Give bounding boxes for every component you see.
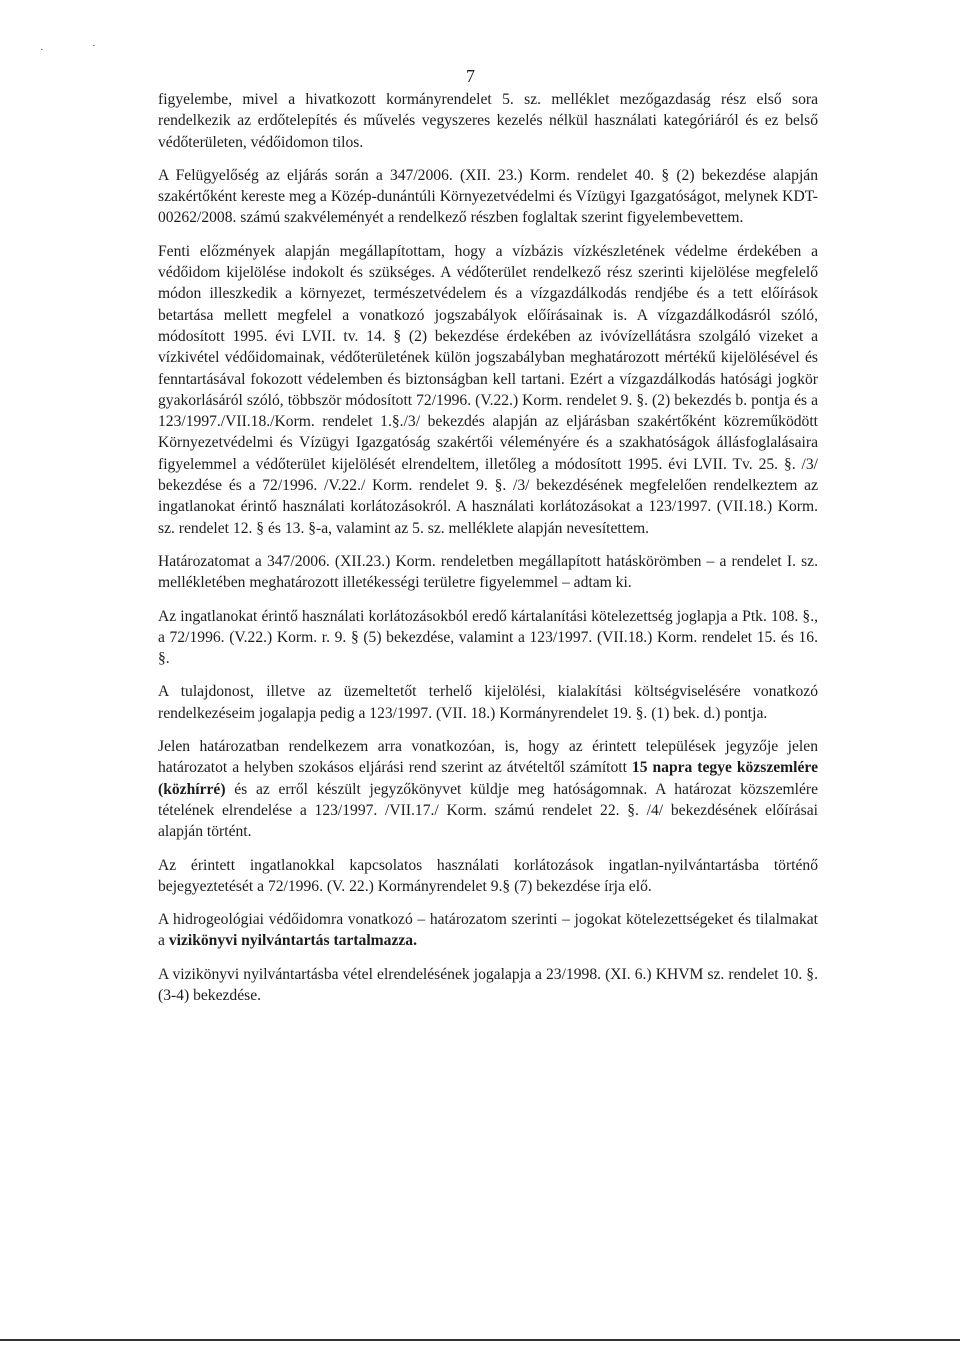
document-body bbox=[158, 89, 818, 1018]
paragraph-9-bold-text: vizikönyvi nyilvántartás tartalmazza. bbox=[168, 932, 418, 950]
paragraph-7-bold-text: 15 napra tegye közszemlére (közhírré) bbox=[158, 759, 818, 798]
paragraph-7 bbox=[158, 736, 818, 842]
paragraph-9-text-before: A hidrogeológiai védőidomra vonatkozó – határozatom szerinti – jogokat kötelezettségeket és tilalmakat a bbox=[158, 911, 818, 950]
scan-speck: · bbox=[92, 40, 96, 52]
scan-bottom-edge bbox=[0, 1339, 960, 1341]
page-number: 7 bbox=[466, 66, 475, 86]
paragraph-7-text-before: Jelen határozatban rendelkezem arra vonatkozóan, is, hogy az érintett települések jegyzője jelen határozatot a helyben szokásos eljárási rend szerint az átvételtől számított bbox=[158, 738, 818, 777]
paragraph-7-text-after: és az erről készült jegyzőkönyvet küldje meg hatóságomnak. A határozat közszemlére tételének elrendelése a 123/1997. /VII.17./ Korm. számú rendelet 22. §. /4/ bekezdésének előírásai alapján történt. bbox=[158, 780, 818, 841]
scan-speck: · bbox=[40, 44, 44, 56]
paragraph-1: figyelembe, mivel a hivatkozott kormányrendelet 5. sz. melléklet mezőgazdaság rész első sora rendelkezik az erdőtelepítés és művelés vegyszeres kezelés nélkül használati kategóriáról és ez belső védőterületen, védőidomon tilos. bbox=[158, 91, 818, 151]
paragraph-4: Határozatomat a 347/2006. (XII.23.) Korm. rendeletben megállapított hatáskörömben – a rendelet I. sz. mellékletében meghatározott illetékességi területre figyelemmel – adtam ki. bbox=[158, 552, 818, 592]
paragraph-5: Az ingatlanokat érintő használati korlátozásokból eredő kártalanítási kötelezettség joglapja a Ptk. 108. §., a 72/1996. (V.22.) Korm. r. 9. § (5) bekezdése, valamint a 123/1997. (VII.18.) Korm. rendelet 15. és 16. §. bbox=[158, 607, 818, 668]
paragraph-10: A vizikönyvi nyilvántartásba vétel elrendelésének jogalapja a 23/1998. (XI. 6.) KHVM sz. rendelet 10. §. (3-4) bekezdése. bbox=[158, 965, 818, 1004]
paragraph-2: A Felügyelőség az eljárás során a 347/2006. (XII. 23.) Korm. rendelet 40. § (2) bekezdése alapján szakértőként kereste meg a Közép-dunántúli Környezetvédelmi és Vízügyi Igazgatóságot, melynek KDT-00262/2008. számú szakvéleményét a rendelkező részben foglaltak szerint figyelembevettem. bbox=[158, 166, 818, 227]
paragraph-3: Fenti előzmények alapján megállapítottam, hogy a vízbázis vízkészletének védelme érdekében a védőidom kijelölése indokolt és szükséges. A védőterület rendelkező rész szerinti kijelölése megfelelő módon illeszkedik a környezet, természetvédelem és a vízgazdálkodás rendjébe és a tett előírások betartása mellett megfelel a vonatkozó jogszabályok előírásainak is. A vízgazdálkodásról szóló, módosított 1995. évi LVII. tv. 14. § (2) bekezdése érdekében az ivóvízellátásra szolgáló vizeket a vízkivétel védőidomainak, védőterületének külön jogszabályban meghatározott mértékű kijelölésével és fenntartásával fokozott védelemben és biztonságban kell tartani. Ezért a vízgazdálkodás hatósági jogkör gyakorlásáról szóló, többször módosított 72/1996. (V.22.) Korm. rendelet 9. §. (2) bekezdés b. pontja és a 123/1997./VII.18./Korm. rendelet 1.§./3/ bekezdés alapján az eljárásban szakértőként közreműködött Környezetvédelmi és Vízügyi Igazgatóság szakértői véleményére és a szakhatóságok állásfoglalásaira figyelemmel a védőterület kijelölését elrendeltem, illetőleg a módosított 1995. évi LVII. Tv. 25. §. /3/ bekezdése és a 72/1996. /V.22./ Korm. rendelet 9. §. /3/ bekezdésének megfelelően rendelkeztem az ingatlanokat érintő használati korlátozásokról. A használati korlátozásokat a 123/1997. (VII.18.) Korm. sz. rendelet 12. § és 13. §-a, valamint az 5. sz. melléklete alapján nevesítettem. bbox=[158, 242, 818, 537]
paragraph-9 bbox=[158, 909, 818, 952]
paragraph-6: A tulajdonost, illetve az üzemeltetőt terhelő kijelölési, kialakítási költségviselésére vonatkozó rendelkezéseim jogalapja pedig a 123/1997. (VII. 18.) Kormányrendelet 19. §. (1) bek. d.) pontja. bbox=[158, 683, 818, 722]
paragraph-8: Az érintett ingatlanokkal kapcsolatos használati korlátozások ingatlan-nyilvántartásba történő bejegyeztetését a 72/1996. (V. 22.) Kormányrendelet 9.§ (7) bekezdése írja elő. bbox=[158, 856, 818, 895]
